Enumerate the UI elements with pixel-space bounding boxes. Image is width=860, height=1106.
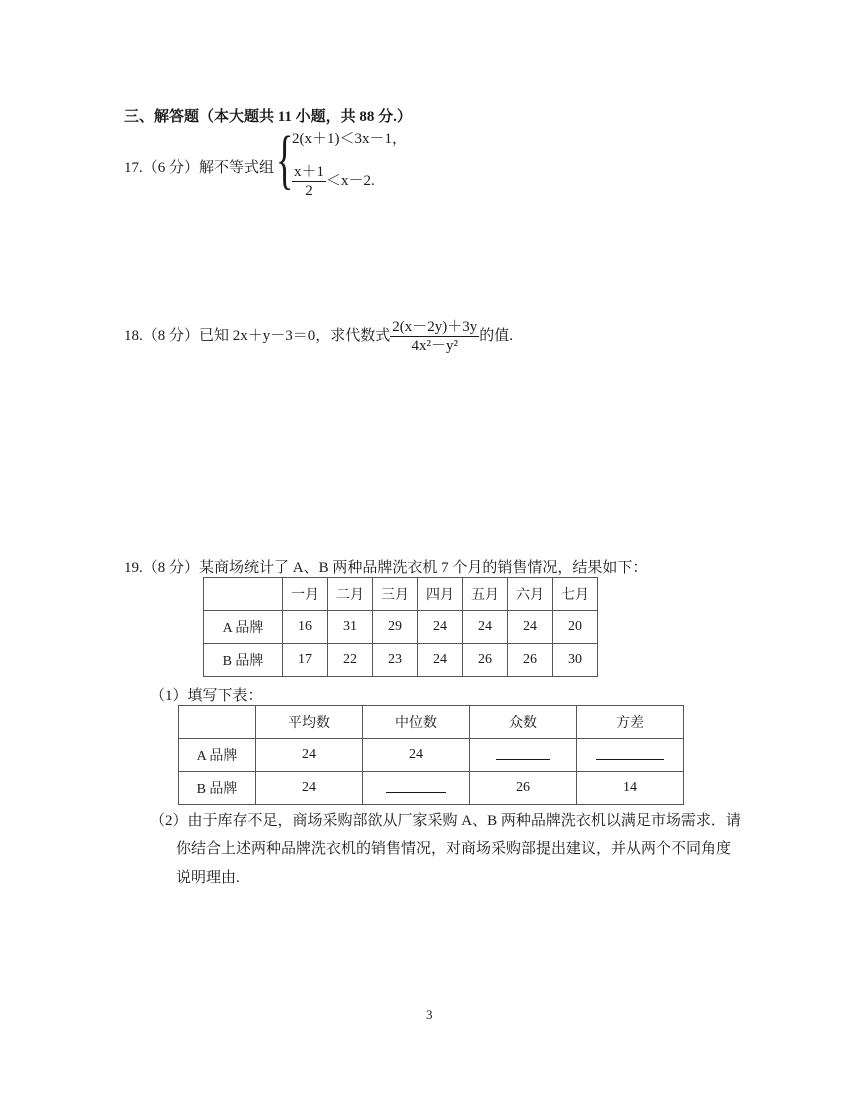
q18-fraction xyxy=(390,318,479,355)
table-header-cell: 三月 xyxy=(373,578,418,611)
table-cell: 26 xyxy=(508,644,553,677)
table-cell: 24 xyxy=(418,644,463,677)
q19-part2-line3: 说明理由. xyxy=(176,870,240,886)
table-row xyxy=(179,739,684,772)
table-row xyxy=(204,611,598,644)
table-cell: 24 xyxy=(508,611,553,644)
table-cell: 24 xyxy=(256,739,363,772)
q17-inequality-2 xyxy=(292,163,375,200)
table-cell: 14 xyxy=(577,772,684,805)
table-cell: 22 xyxy=(328,644,373,677)
table-cell: 17 xyxy=(283,644,328,677)
table-header-cell: 五月 xyxy=(463,578,508,611)
statistics-table xyxy=(178,705,684,805)
q19-part2-line2: 你结合上述两种品牌洗衣机的销售情况，对商场采购部提出建议，并从两个不同角度 xyxy=(176,841,732,857)
q17-inequality-1: 2(x＋1)＜3x－1， xyxy=(292,131,407,147)
table-cell: 24 xyxy=(256,772,363,805)
q17-fraction xyxy=(292,163,326,200)
q17-prefix: 17.（6 分）解不等式组 xyxy=(124,160,275,176)
table-cell: 29 xyxy=(373,611,418,644)
answer-blank-a-variance[interactable] xyxy=(577,739,684,772)
table-row-label: B 品牌 xyxy=(179,772,256,805)
table-header-cell: 四月 xyxy=(418,578,463,611)
table-header-cell: 中位数 xyxy=(363,706,470,739)
table-header-row xyxy=(179,706,684,739)
table-header-cell: 二月 xyxy=(328,578,373,611)
table-cell: 31 xyxy=(328,611,373,644)
table-cell: 24 xyxy=(363,739,470,772)
table-cell: 24 xyxy=(463,611,508,644)
table-header-cell: 众数 xyxy=(470,706,577,739)
table-header-cell xyxy=(204,578,283,611)
section-title: 三、解答题（本大题共 11 小题，共 88 分.） xyxy=(124,109,412,125)
q17-fraction-denominator: 2 xyxy=(305,183,313,199)
table-row xyxy=(179,772,684,805)
answer-blank-a-mode[interactable] xyxy=(470,739,577,772)
answer-blank-b-median[interactable] xyxy=(363,772,470,805)
q19-stem: 19.（8 分）某商场统计了 A、B 两种品牌洗衣机 7 个月的销售情况，结果如下： xyxy=(124,560,648,576)
table-header-cell xyxy=(179,706,256,739)
q18-prefix: 18.（8 分）已知 2x＋y－3＝0，求代数式 xyxy=(124,327,391,344)
page-number: 3 xyxy=(426,1007,433,1022)
table-row-label: A 品牌 xyxy=(204,611,283,644)
table-header-cell: 六月 xyxy=(508,578,553,611)
q18-fraction-numerator: 2(x－2y)＋3y xyxy=(392,319,478,335)
table-header-cell: 一月 xyxy=(283,578,328,611)
table-cell: 30 xyxy=(553,644,598,677)
table-cell: 26 xyxy=(470,772,577,805)
q19-part2-line1: （2）由于库存不足，商场采购部欲从厂家采购 A、B 两种品牌洗衣机以满足市场需求．请 xyxy=(150,813,741,829)
q17-fraction-numerator: x＋1 xyxy=(294,164,325,180)
table-row xyxy=(204,644,598,677)
table-cell: 26 xyxy=(463,644,508,677)
q18 xyxy=(124,318,513,355)
table-cell: 20 xyxy=(553,611,598,644)
table-row-label: A 品牌 xyxy=(179,739,256,772)
table-cell: 16 xyxy=(283,611,328,644)
table-row-label: B 品牌 xyxy=(204,644,283,677)
table-cell: 23 xyxy=(373,644,418,677)
sales-table xyxy=(203,577,598,677)
q18-fraction-denominator: 4x²－y² xyxy=(411,338,459,354)
table-header-cell: 平均数 xyxy=(256,706,363,739)
system-brace: { xyxy=(276,123,294,196)
table-header-cell: 方差 xyxy=(577,706,684,739)
table-cell: 24 xyxy=(418,611,463,644)
table-header-cell: 七月 xyxy=(553,578,598,611)
table-header-row xyxy=(204,578,598,611)
q17-inequality-2-rest: ＜x－2. xyxy=(326,172,375,189)
q19-part1: （1）填写下表： xyxy=(150,688,263,704)
q18-suffix: 的值. xyxy=(479,327,514,344)
